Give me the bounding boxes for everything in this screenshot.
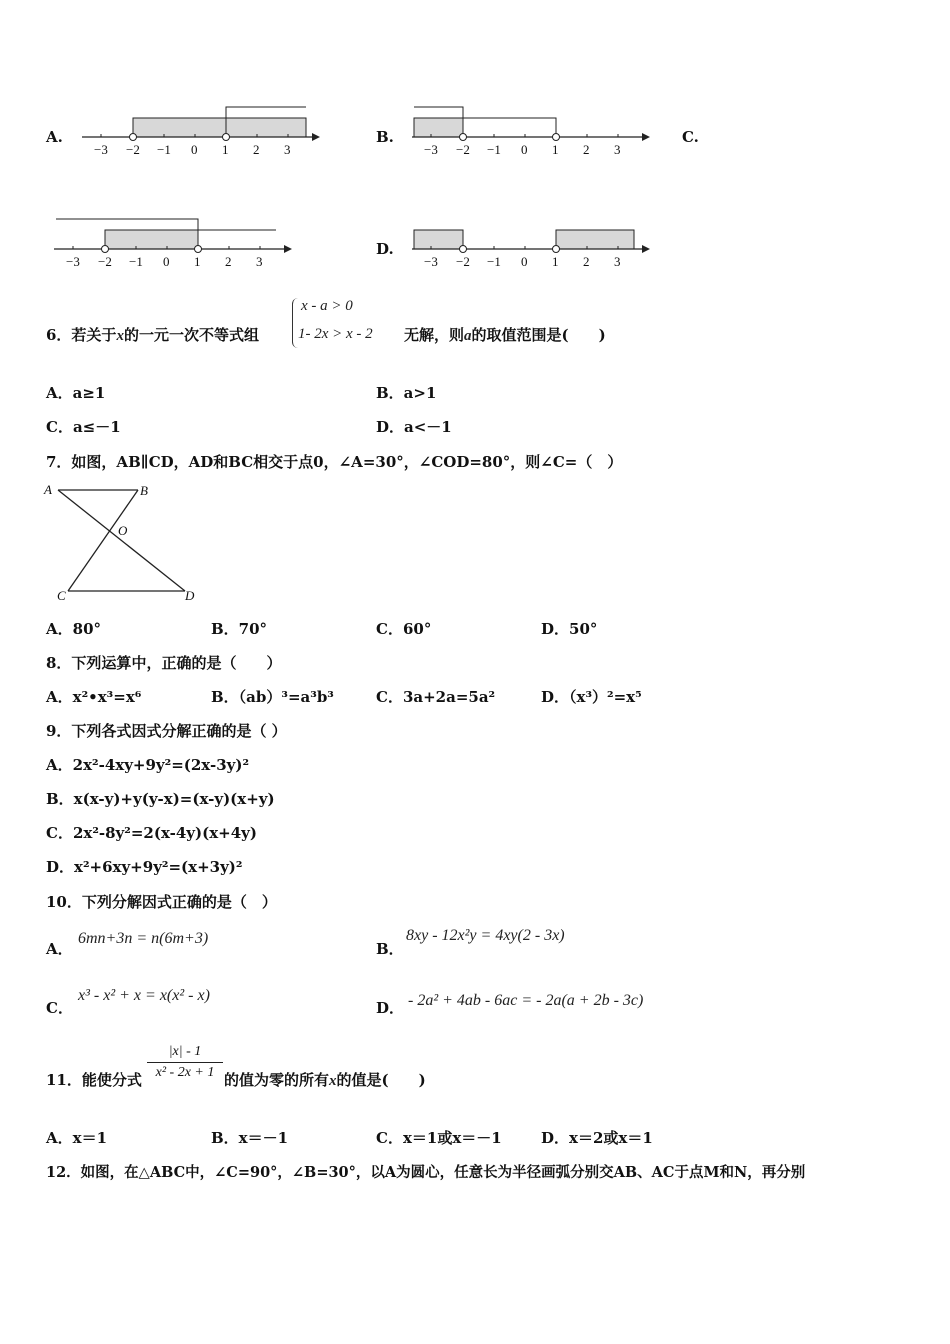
tick-label: 1 [194, 254, 201, 269]
q8-option-b[interactable]: B．（ab）³=a³b³ [211, 688, 334, 706]
q6-option-a[interactable]: A．a≥1 [46, 384, 106, 402]
tick-label: −3 [94, 142, 108, 157]
q10-question: 10．下列分解因式正确的是（ ） [46, 893, 277, 911]
tick-label: −3 [66, 254, 80, 269]
q9-option-a[interactable]: A．2x²-4xy+9y²=(2x-3y)² [46, 756, 250, 774]
tick-label: 1 [552, 142, 559, 157]
q11-question-suffix: 的值为零的所有x的值是( ) [224, 1071, 426, 1089]
q8-option-a[interactable]: A．x²•x³=x⁶ [46, 688, 142, 706]
point-a-label: A [44, 482, 52, 497]
point-c-label: C [57, 588, 66, 603]
q5-option-a-number-line [80, 100, 320, 166]
q10-option-c-label[interactable]: C． [46, 999, 73, 1017]
q5-option-b-label[interactable]: B. [376, 128, 394, 146]
q10-option-b-expr: 8xy - 12x²y = 4xy(2 - 3x) [406, 927, 565, 944]
tick-label: −3 [424, 254, 438, 269]
q9-question: 9．下列各式因式分解正确的是（ ） [46, 722, 287, 740]
tick-label: −1 [157, 142, 171, 157]
tick-label: −3 [424, 142, 438, 157]
tick-label: −2 [456, 142, 470, 157]
q11-denominator: x² - 2x + 1 [155, 1065, 215, 1080]
tick-label: 2 [225, 254, 232, 269]
tick-label: 1 [552, 254, 559, 269]
tick-label: 3 [284, 142, 291, 157]
tick-label: 1 [222, 142, 229, 157]
q6-option-d[interactable]: D．a<－1 [376, 418, 452, 436]
q7-option-d[interactable]: D．50° [541, 620, 598, 638]
q10-option-c-expr: x³ - x² + x = x(x² - x) [78, 987, 210, 1004]
q10-option-d-expr: - 2a² + 4ab - 6ac = - 2a(a + 2b - 3c) [408, 992, 644, 1009]
q11-option-c[interactable]: C．x＝1或x＝－1 [376, 1129, 502, 1147]
tick-label: −2 [456, 254, 470, 269]
q11-option-a[interactable]: A．x＝1 [46, 1129, 108, 1147]
tick-label: 0 [191, 142, 198, 157]
q10-option-d-label[interactable]: D． [376, 999, 405, 1017]
q11-option-d[interactable]: D．x＝2或x＝1 [541, 1129, 653, 1147]
q6-ineq-1: x - a > 0 [301, 298, 353, 314]
tick-label: 0 [163, 254, 170, 269]
q11-numerator: |x| - 1 [147, 1044, 223, 1063]
q6-option-b[interactable]: B．a>1 [376, 384, 437, 402]
q6-ineq-2: 1- 2x > x - 2 [298, 326, 373, 342]
point-b-label: B [140, 483, 148, 498]
tick-label: −2 [126, 142, 140, 157]
q5-option-d-label[interactable]: D. [376, 240, 394, 258]
q5-option-a-label[interactable]: A. [46, 128, 63, 146]
q10-option-a-expr: 6mn+3n = n(6m+3) [78, 930, 209, 947]
q8-option-c[interactable]: C．3a+2a=5a² [376, 688, 496, 706]
q7-figure [40, 478, 210, 612]
q6-question-suffix: 无解，则a的取值范围是( ) [404, 326, 606, 344]
tick-label: 2 [253, 142, 260, 157]
q10-option-b-label[interactable]: B． [376, 940, 404, 958]
q7-option-a[interactable]: A．80° [46, 620, 102, 638]
q5-option-b-number-line [410, 100, 650, 166]
q11-option-b[interactable]: B．x＝－1 [211, 1129, 289, 1147]
q5-option-d-number-line [410, 212, 650, 278]
q10-option-a-label[interactable]: A． [46, 940, 73, 958]
q6-question: 6．若关于x的一元一次不等式组 [46, 326, 259, 344]
tick-label: −2 [98, 254, 112, 269]
q9-option-d[interactable]: D．x²+6xy+9y²=(x+3y)² [46, 858, 243, 876]
tick-label: −1 [129, 254, 143, 269]
point-d-label: D [185, 588, 195, 603]
q8-question: 8．下列运算中，正确的是（ ） [46, 654, 282, 672]
q6-option-c[interactable]: C．a≤－1 [46, 418, 121, 436]
q9-option-b[interactable]: B．x(x-y)+y(y-x)=(x-y)(x+y) [46, 790, 275, 808]
q7-option-b[interactable]: B．70° [211, 620, 268, 638]
tick-label: 3 [256, 254, 263, 269]
q7-option-c[interactable]: C．60° [376, 620, 432, 638]
tick-label: −1 [487, 254, 501, 269]
q7-question: 7．如图，AB∥CD，AD和BC相交于点0，∠A=30°，∠COD=80°，则∠C=（ ） [46, 453, 623, 471]
tick-label: 2 [583, 254, 590, 269]
tick-label: −1 [487, 142, 501, 157]
q8-option-d[interactable]: D．（x³）²=x⁵ [541, 688, 642, 706]
q9-option-c[interactable]: C．2x²-8y²=2(x-4y)(x+4y) [46, 824, 257, 842]
tick-label: 3 [614, 254, 621, 269]
q5-option-c-label[interactable]: C. [682, 128, 699, 146]
tick-label: 3 [614, 142, 621, 157]
q11-fraction [147, 1044, 223, 1081]
tick-label: 2 [583, 142, 590, 157]
tick-label: 0 [521, 254, 528, 269]
q5-option-c-number-line [52, 212, 292, 278]
tick-label: 0 [521, 142, 528, 157]
q11-question-prefix: 11．能使分式 [46, 1071, 142, 1089]
q12-question: 12．如图，在△ABC中，∠C=90°，∠B=30°，以A为圆心，任意长为半径画弧分别交AB、AC于点M和N，再分别 [46, 1164, 806, 1181]
point-o-label: O [118, 523, 128, 538]
